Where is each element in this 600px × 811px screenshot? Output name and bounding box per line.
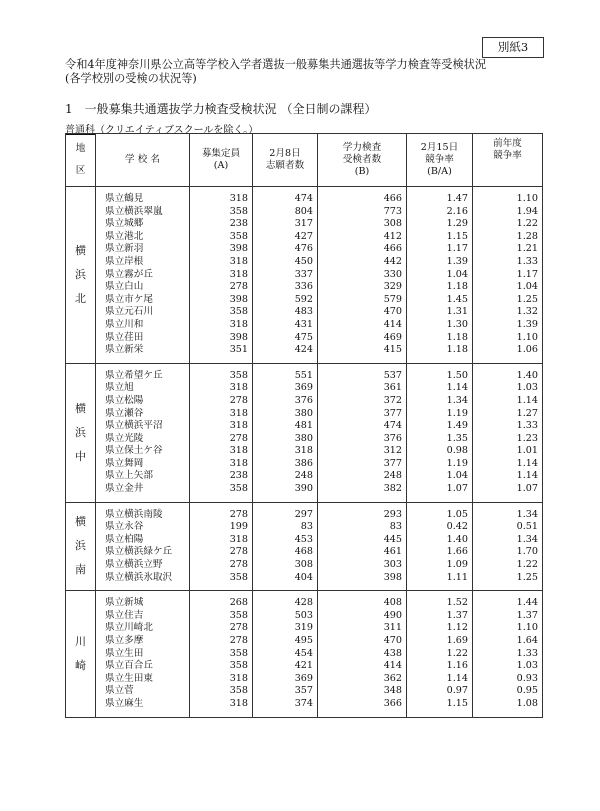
- capacity: 398: [190, 294, 253, 307]
- capacity: 318: [190, 534, 253, 547]
- school-name: 県立舞岡: [96, 458, 190, 471]
- capacity: 398: [190, 243, 253, 256]
- school-name: 県立荏田: [96, 332, 190, 345]
- prev-ratio: 1.39: [473, 319, 543, 332]
- school-name: 県立市ケ尾: [96, 294, 190, 307]
- school-name: 県立旭: [96, 382, 190, 395]
- school-name: 県立住吉: [96, 610, 190, 623]
- ratio: 0.98: [407, 445, 473, 458]
- school-name: 県立鶴見: [96, 193, 190, 206]
- prev-ratio: 1.08: [473, 698, 543, 711]
- school-name: 県立新羽: [96, 243, 190, 256]
- course-type: 普通科: [65, 125, 95, 136]
- examinees: 469: [318, 332, 407, 345]
- document-title: [65, 58, 486, 86]
- table-row: [66, 319, 543, 332]
- applicants: 337: [253, 269, 318, 282]
- table-row: [66, 483, 543, 496]
- prev-ratio: 1.22: [473, 559, 543, 572]
- school-name: 県立白山: [96, 281, 190, 294]
- examinees: 366: [318, 698, 407, 711]
- capacity: 199: [190, 521, 253, 534]
- school-name: 県立生田: [96, 648, 190, 661]
- ratio: 1.18: [407, 344, 473, 357]
- capacity: 358: [190, 610, 253, 623]
- table-row: [66, 395, 543, 408]
- prev-ratio: 0.95: [473, 685, 543, 698]
- ratio: 1.50: [407, 370, 473, 383]
- district-char: 浜: [75, 425, 86, 439]
- header-capacity: 募集定員 (A): [190, 134, 253, 187]
- examinees: 408: [318, 597, 407, 610]
- applicants: 308: [253, 559, 318, 572]
- examinees: 303: [318, 559, 407, 572]
- school-name: 県立城郷: [96, 218, 190, 231]
- prev-ratio: 1.33: [473, 648, 543, 661]
- table-row: [66, 521, 543, 534]
- applicants: 380: [253, 433, 318, 446]
- examinees: 377: [318, 408, 407, 421]
- ratio: 1.19: [407, 458, 473, 471]
- applicants: 390: [253, 483, 318, 496]
- examinees: 414: [318, 319, 407, 332]
- table-row: [66, 243, 543, 256]
- prev-ratio: 1.22: [473, 218, 543, 231]
- prev-ratio: 1.06: [473, 344, 543, 357]
- district-cell: [66, 591, 96, 717]
- ratio: 1.12: [407, 622, 473, 635]
- prev-ratio: 1.10: [473, 193, 543, 206]
- table-row: [66, 546, 543, 559]
- examinees: 442: [318, 256, 407, 269]
- prev-ratio: 1.34: [473, 509, 543, 522]
- capacity: 398: [190, 332, 253, 345]
- prev-ratio: 1.23: [473, 433, 543, 446]
- table-row: [66, 534, 543, 547]
- district-char: 横: [75, 243, 86, 257]
- examinees: 329: [318, 281, 407, 294]
- applicants: 317: [253, 218, 318, 231]
- prev-ratio: 1.37: [473, 610, 543, 623]
- table-row: [66, 231, 543, 244]
- capacity: 318: [190, 269, 253, 282]
- prev-ratio: 1.14: [473, 395, 543, 408]
- capacity: 238: [190, 470, 253, 483]
- prev-ratio: 1.33: [473, 256, 543, 269]
- school-name: 県立新栄: [96, 344, 190, 357]
- capacity: 358: [190, 483, 253, 496]
- prev-ratio: 0.51: [473, 521, 543, 534]
- applicants: 428: [253, 597, 318, 610]
- school-name: 県立港北: [96, 231, 190, 244]
- examinees: 466: [318, 243, 407, 256]
- school-name: 県立川崎北: [96, 622, 190, 635]
- capacity: 358: [190, 685, 253, 698]
- district-char: 北: [75, 291, 86, 305]
- capacity: 358: [190, 660, 253, 673]
- school-name: 県立多摩: [96, 635, 190, 648]
- prev-ratio: 1.07: [473, 483, 543, 496]
- table-row: [66, 344, 543, 357]
- examinees: 376: [318, 433, 407, 446]
- ratio: 1.49: [407, 420, 473, 433]
- examinees: 537: [318, 370, 407, 383]
- prev-ratio: 1.10: [473, 332, 543, 345]
- school-name: 県立元石川: [96, 306, 190, 319]
- capacity: 358: [190, 206, 253, 219]
- applicants: 297: [253, 509, 318, 522]
- prev-ratio: 1.21: [473, 243, 543, 256]
- examinees: 414: [318, 660, 407, 673]
- applicants: 386: [253, 458, 318, 471]
- ratio: 2.16: [407, 206, 473, 219]
- capacity: 318: [190, 673, 253, 686]
- prev-ratio: 1.70: [473, 546, 543, 559]
- capacity: 358: [190, 648, 253, 661]
- examinees: 438: [318, 648, 407, 661]
- applicants: 374: [253, 698, 318, 711]
- district-char: 崎: [75, 658, 86, 672]
- applicants: 431: [253, 319, 318, 332]
- table-row: [66, 660, 543, 673]
- applicants: 357: [253, 685, 318, 698]
- school-name: 県立横浜平沼: [96, 420, 190, 433]
- table-row: [66, 370, 543, 383]
- ratio: 1.18: [407, 332, 473, 345]
- ratio: 1.15: [407, 698, 473, 711]
- capacity: 318: [190, 445, 253, 458]
- ratio: 1.16: [407, 660, 473, 673]
- school-name: 県立上矢部: [96, 470, 190, 483]
- capacity: 278: [190, 509, 253, 522]
- ratio: 1.47: [407, 193, 473, 206]
- school-name: 県立永谷: [96, 521, 190, 534]
- table-row: [66, 648, 543, 661]
- table-row: [66, 685, 543, 698]
- school-name: 県立金井: [96, 483, 190, 496]
- applicants: 481: [253, 420, 318, 433]
- capacity: 278: [190, 281, 253, 294]
- examinees: 312: [318, 445, 407, 458]
- applicants: 592: [253, 294, 318, 307]
- examinees: 361: [318, 382, 407, 395]
- examinees: 382: [318, 483, 407, 496]
- table-row: [66, 408, 543, 421]
- capacity: 318: [190, 256, 253, 269]
- applicants: 83: [253, 521, 318, 534]
- ratio: 1.15: [407, 231, 473, 244]
- capacity: 278: [190, 635, 253, 648]
- school-name: 県立希望ケ丘: [96, 370, 190, 383]
- table-row: [66, 433, 543, 446]
- examinees: 490: [318, 610, 407, 623]
- examinees: 773: [318, 206, 407, 219]
- prev-ratio: 1.03: [473, 660, 543, 673]
- examinees: 308: [318, 218, 407, 231]
- examinees: 461: [318, 546, 407, 559]
- ratio: 0.42: [407, 521, 473, 534]
- applicants: 474: [253, 193, 318, 206]
- examinees: 415: [318, 344, 407, 357]
- table-row: [66, 622, 543, 635]
- applicants: 427: [253, 231, 318, 244]
- ratio: 1.35: [407, 433, 473, 446]
- capacity: 278: [190, 622, 253, 635]
- examinees: 398: [318, 572, 407, 585]
- examinees: 362: [318, 673, 407, 686]
- table-row: [66, 256, 543, 269]
- capacity: 358: [190, 370, 253, 383]
- prev-ratio: 1.03: [473, 382, 543, 395]
- applicants: 468: [253, 546, 318, 559]
- ratio: 1.29: [407, 218, 473, 231]
- ratio: 1.09: [407, 559, 473, 572]
- ratio: 1.14: [407, 673, 473, 686]
- school-name: 県立霧が丘: [96, 269, 190, 282]
- examinees: 293: [318, 509, 407, 522]
- applicants: 483: [253, 306, 318, 319]
- school-name: 県立柏陽: [96, 534, 190, 547]
- ratio: 1.37: [407, 610, 473, 623]
- ratio: 1.17: [407, 243, 473, 256]
- school-name: 県立新城: [96, 597, 190, 610]
- examinees: 330: [318, 269, 407, 282]
- prev-ratio: 1.14: [473, 470, 543, 483]
- applicants: 336: [253, 281, 318, 294]
- examinees: 377: [318, 458, 407, 471]
- table-header-row: [66, 134, 543, 187]
- school-name: 県立横浜南陵: [96, 509, 190, 522]
- appendix-tag: 別紙3: [482, 37, 544, 58]
- table-row: [66, 420, 543, 433]
- applicants: 503: [253, 610, 318, 623]
- table-row: [66, 509, 543, 522]
- capacity: 318: [190, 319, 253, 332]
- document-title-line-2: (各学校別の受検の状況等): [65, 72, 197, 85]
- applicants: 369: [253, 382, 318, 395]
- school-name: 県立横浜氷取沢: [96, 572, 190, 585]
- table-row: [66, 458, 543, 471]
- prev-ratio: 1.25: [473, 294, 543, 307]
- school-name: 県立川和: [96, 319, 190, 332]
- capacity: 358: [190, 231, 253, 244]
- header-applicants: 2月8日 志願者数: [253, 134, 318, 187]
- header-ratio: 2月15日 競争率 (B/A): [407, 134, 473, 187]
- examinees: 470: [318, 635, 407, 648]
- capacity: 268: [190, 597, 253, 610]
- table-row: [66, 559, 543, 572]
- ratio: 1.19: [407, 408, 473, 421]
- table-row: [66, 698, 543, 711]
- district-cell: [66, 363, 96, 502]
- ratio: 1.22: [407, 648, 473, 661]
- applicants: 380: [253, 408, 318, 421]
- table-row: [66, 206, 543, 219]
- table-row: [66, 382, 543, 395]
- ratio: 1.30: [407, 319, 473, 332]
- capacity: 318: [190, 382, 253, 395]
- ratio: 1.66: [407, 546, 473, 559]
- header-district: 地 区: [66, 134, 96, 187]
- examinees: 466: [318, 193, 407, 206]
- applicants: 421: [253, 660, 318, 673]
- district-char: 横: [75, 515, 86, 529]
- examinees: 248: [318, 470, 407, 483]
- district-char: 中: [75, 449, 86, 463]
- document-title-line-1: 令和4年度神奈川県公立高等学校入学者選抜一般募集共通選抜等学力検査等受検状況: [65, 58, 487, 71]
- prev-ratio: 1.01: [473, 445, 543, 458]
- capacity: 351: [190, 344, 253, 357]
- capacity: 318: [190, 698, 253, 711]
- applicants: 475: [253, 332, 318, 345]
- prev-ratio: 1.10: [473, 622, 543, 635]
- exam-status-table: [65, 133, 543, 718]
- prev-ratio: 1.40: [473, 370, 543, 383]
- prev-ratio: 1.34: [473, 534, 543, 547]
- school-name: 県立光陵: [96, 433, 190, 446]
- capacity: 238: [190, 218, 253, 231]
- applicants: 551: [253, 370, 318, 383]
- table-row: [66, 635, 543, 648]
- table-row: [66, 673, 543, 686]
- applicants: 804: [253, 206, 318, 219]
- examinees: 348: [318, 685, 407, 698]
- table-row: [66, 597, 543, 610]
- school-name: 県立菅: [96, 685, 190, 698]
- applicants: 476: [253, 243, 318, 256]
- examinees: 311: [318, 622, 407, 635]
- table-row: [66, 294, 543, 307]
- applicants: 319: [253, 622, 318, 635]
- table-row: [66, 572, 543, 585]
- applicants: 424: [253, 344, 318, 357]
- prev-ratio: 1.25: [473, 572, 543, 585]
- prev-ratio: 1.04: [473, 281, 543, 294]
- examinees: 412: [318, 231, 407, 244]
- ratio: 1.05: [407, 509, 473, 522]
- capacity: 278: [190, 559, 253, 572]
- applicants: 248: [253, 470, 318, 483]
- table-row: [66, 610, 543, 623]
- examinees: 445: [318, 534, 407, 547]
- examinees: 579: [318, 294, 407, 307]
- prev-ratio: 1.44: [473, 597, 543, 610]
- table-row: [66, 445, 543, 458]
- capacity: 318: [190, 408, 253, 421]
- prev-ratio: 1.27: [473, 408, 543, 421]
- capacity: 358: [190, 572, 253, 585]
- ratio: 1.52: [407, 597, 473, 610]
- applicants: 495: [253, 635, 318, 648]
- capacity: 278: [190, 395, 253, 408]
- ratio: 1.40: [407, 534, 473, 547]
- school-name: 県立百合丘: [96, 660, 190, 673]
- ratio: 1.11: [407, 572, 473, 585]
- applicants: 318: [253, 445, 318, 458]
- district-char: 川: [75, 634, 86, 648]
- ratio: 1.31: [407, 306, 473, 319]
- school-name: 県立横浜立野: [96, 559, 190, 572]
- ratio: 1.04: [407, 269, 473, 282]
- section-heading: 1 一般募集共通選抜学力検査受検状況 （全日制の課程）: [65, 102, 377, 116]
- prev-ratio: 1.94: [473, 206, 543, 219]
- applicants: 376: [253, 395, 318, 408]
- capacity: 318: [190, 420, 253, 433]
- table-row: [66, 306, 543, 319]
- capacity: 278: [190, 546, 253, 559]
- applicants: 369: [253, 673, 318, 686]
- ratio: 1.04: [407, 470, 473, 483]
- applicants: 454: [253, 648, 318, 661]
- ratio: 1.45: [407, 294, 473, 307]
- capacity: 318: [190, 193, 253, 206]
- ratio: 1.18: [407, 281, 473, 294]
- capacity: 278: [190, 433, 253, 446]
- prev-ratio: 1.17: [473, 269, 543, 282]
- district-char: 横: [75, 401, 86, 415]
- header-school: 学 校 名: [96, 134, 190, 187]
- prev-ratio: 1.64: [473, 635, 543, 648]
- applicants: 453: [253, 534, 318, 547]
- header-examinees: 学力検査 受検者数 (B): [318, 134, 407, 187]
- applicants: 404: [253, 572, 318, 585]
- district-cell: [66, 187, 96, 364]
- ratio: 1.34: [407, 395, 473, 408]
- ratio: 1.14: [407, 382, 473, 395]
- district-char: 浜: [75, 539, 86, 553]
- ratio: 1.07: [407, 483, 473, 496]
- examinees: 83: [318, 521, 407, 534]
- examinees: 372: [318, 395, 407, 408]
- header-prev-ratio: 前年度 競争率: [473, 134, 543, 187]
- applicants: 450: [253, 256, 318, 269]
- prev-ratio: 1.32: [473, 306, 543, 319]
- school-name: 県立瀬谷: [96, 408, 190, 421]
- prev-ratio: 0.93: [473, 673, 543, 686]
- school-name: 県立横浜翠嵐: [96, 206, 190, 219]
- school-name: 県立横浜緑ケ丘: [96, 546, 190, 559]
- prev-ratio: 1.28: [473, 231, 543, 244]
- table-row: [66, 269, 543, 282]
- capacity: 318: [190, 458, 253, 471]
- prev-ratio: 1.14: [473, 458, 543, 471]
- ratio: 1.69: [407, 635, 473, 648]
- prev-ratio: 1.33: [473, 420, 543, 433]
- table-row: [66, 332, 543, 345]
- district-char: 南: [75, 563, 86, 577]
- examinees: 474: [318, 420, 407, 433]
- course-note: （クリエイティブスクールを除く。）: [95, 125, 259, 136]
- school-name: 県立岸根: [96, 256, 190, 269]
- district-cell: [66, 502, 96, 591]
- table-row: [66, 193, 543, 206]
- school-name: 県立生田東: [96, 673, 190, 686]
- school-name: 県立麻生: [96, 698, 190, 711]
- table-row: [66, 218, 543, 231]
- ratio: 1.39: [407, 256, 473, 269]
- group-end: [66, 711, 543, 718]
- table-row: [66, 470, 543, 483]
- examinees: 470: [318, 306, 407, 319]
- school-name: 県立保土ケ谷: [96, 445, 190, 458]
- ratio: 0.97: [407, 685, 473, 698]
- school-name: 県立松陽: [96, 395, 190, 408]
- capacity: 358: [190, 306, 253, 319]
- district-char: 浜: [75, 267, 86, 281]
- table-row: [66, 281, 543, 294]
